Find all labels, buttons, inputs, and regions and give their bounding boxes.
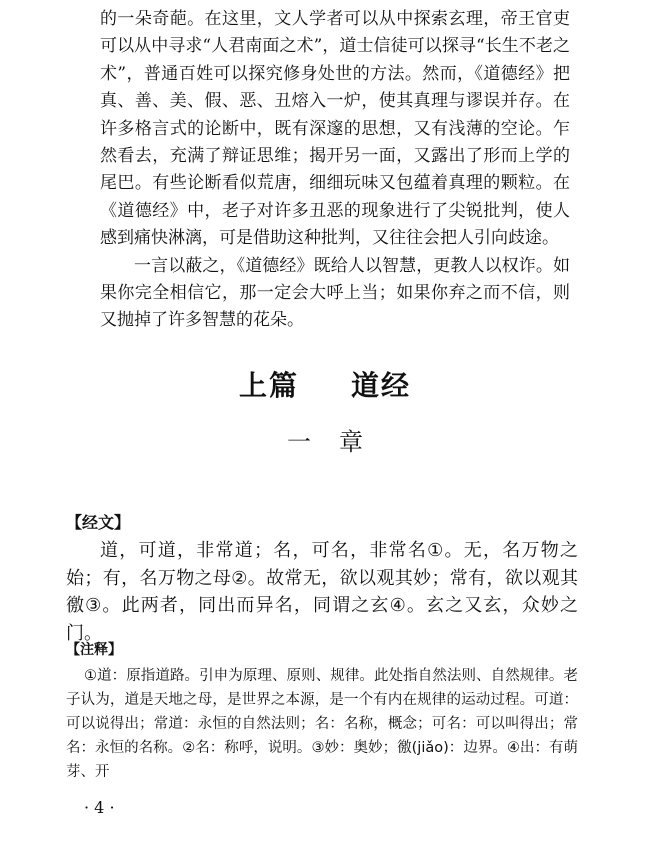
intro-paragraph: 的一朵奇葩。在这里，文人学者可以从中探索玄理，帝王官吏可以从中寻求“人君南面之术”，道士信徒可以探寻“长生不老之术”，普通百姓可以探究修身处世的方法。然而，《道德经》把真、善、美、假、恶、丑熔入一炉，使其真理与谬误并存。在许多格言式的论断中，既有深邃的思想，又有浅薄的空论。乍然看去，充满了辩证思维；揭开另一面，又露出了形而上学的尾巴。有些论断看似荒唐，细细玩味又包蕴着真理的颗粒。在《道德经》中，老子对许多丑恶的现象进行了尖锐批判，使人感到痛快淋漓，可是借助这种批判，又往往会把人引向歧途。 xyxy=(100,9,570,249)
chapter-word: 章 xyxy=(339,428,363,456)
scripture-label: 【经文】 xyxy=(66,513,131,532)
scripture-text: 道，可道，非常道；名，可名，非常名①。无，名万物之始；有，名万物之母②。故常无，欲以观其妙；常有，欲以观其徼③。此两者，同出而异名，同谓之玄④。玄之又玄，众妙之门。 xyxy=(66,540,578,644)
intro-paragraph: 一言以蔽之，《道德经》既给人以智慧，更教人以权诈。如果你完全相信它，那一定会大呼上当；如果你弃之而不信，则又抛掉了许多智慧的花朵。 xyxy=(100,255,570,331)
part-title: 道经 xyxy=(351,369,412,402)
notes-text: ①道：原指道路。引申为原理、原则、规律。此处指自然法则、自然规律。老子认为，道是天地之母，是世界之本源，是一个有内在规律的运动过程。可道：可以说得出；常道：永恒的自然法则；名：名称，概念；可名：可以叫得出；常名：永恒的名称。②名：称呼，说明。③妙：奥妙；徼(jiǎo)：边界。④出：有萌芽、开 xyxy=(66,668,578,780)
chapter-number: 一 xyxy=(287,428,311,456)
notes-label: 【注释】 xyxy=(66,642,122,658)
chapter-heading xyxy=(0,422,650,457)
intro-text xyxy=(100,6,570,335)
part-label: 上篇 xyxy=(238,369,299,402)
page-number: · 4 · xyxy=(84,798,115,817)
part-heading xyxy=(0,364,650,404)
